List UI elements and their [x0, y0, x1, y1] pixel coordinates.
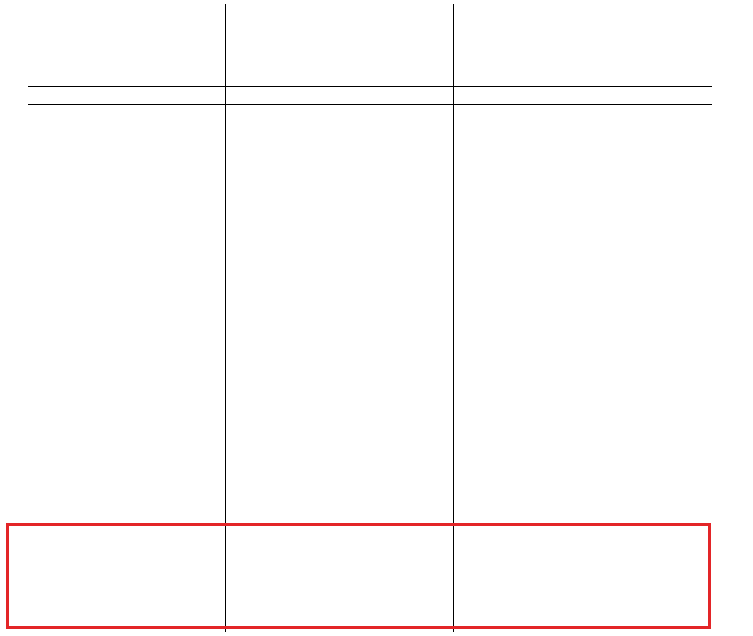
header-rule	[28, 86, 712, 87]
age-highlight-box	[6, 523, 711, 629]
total-rule	[28, 104, 712, 105]
